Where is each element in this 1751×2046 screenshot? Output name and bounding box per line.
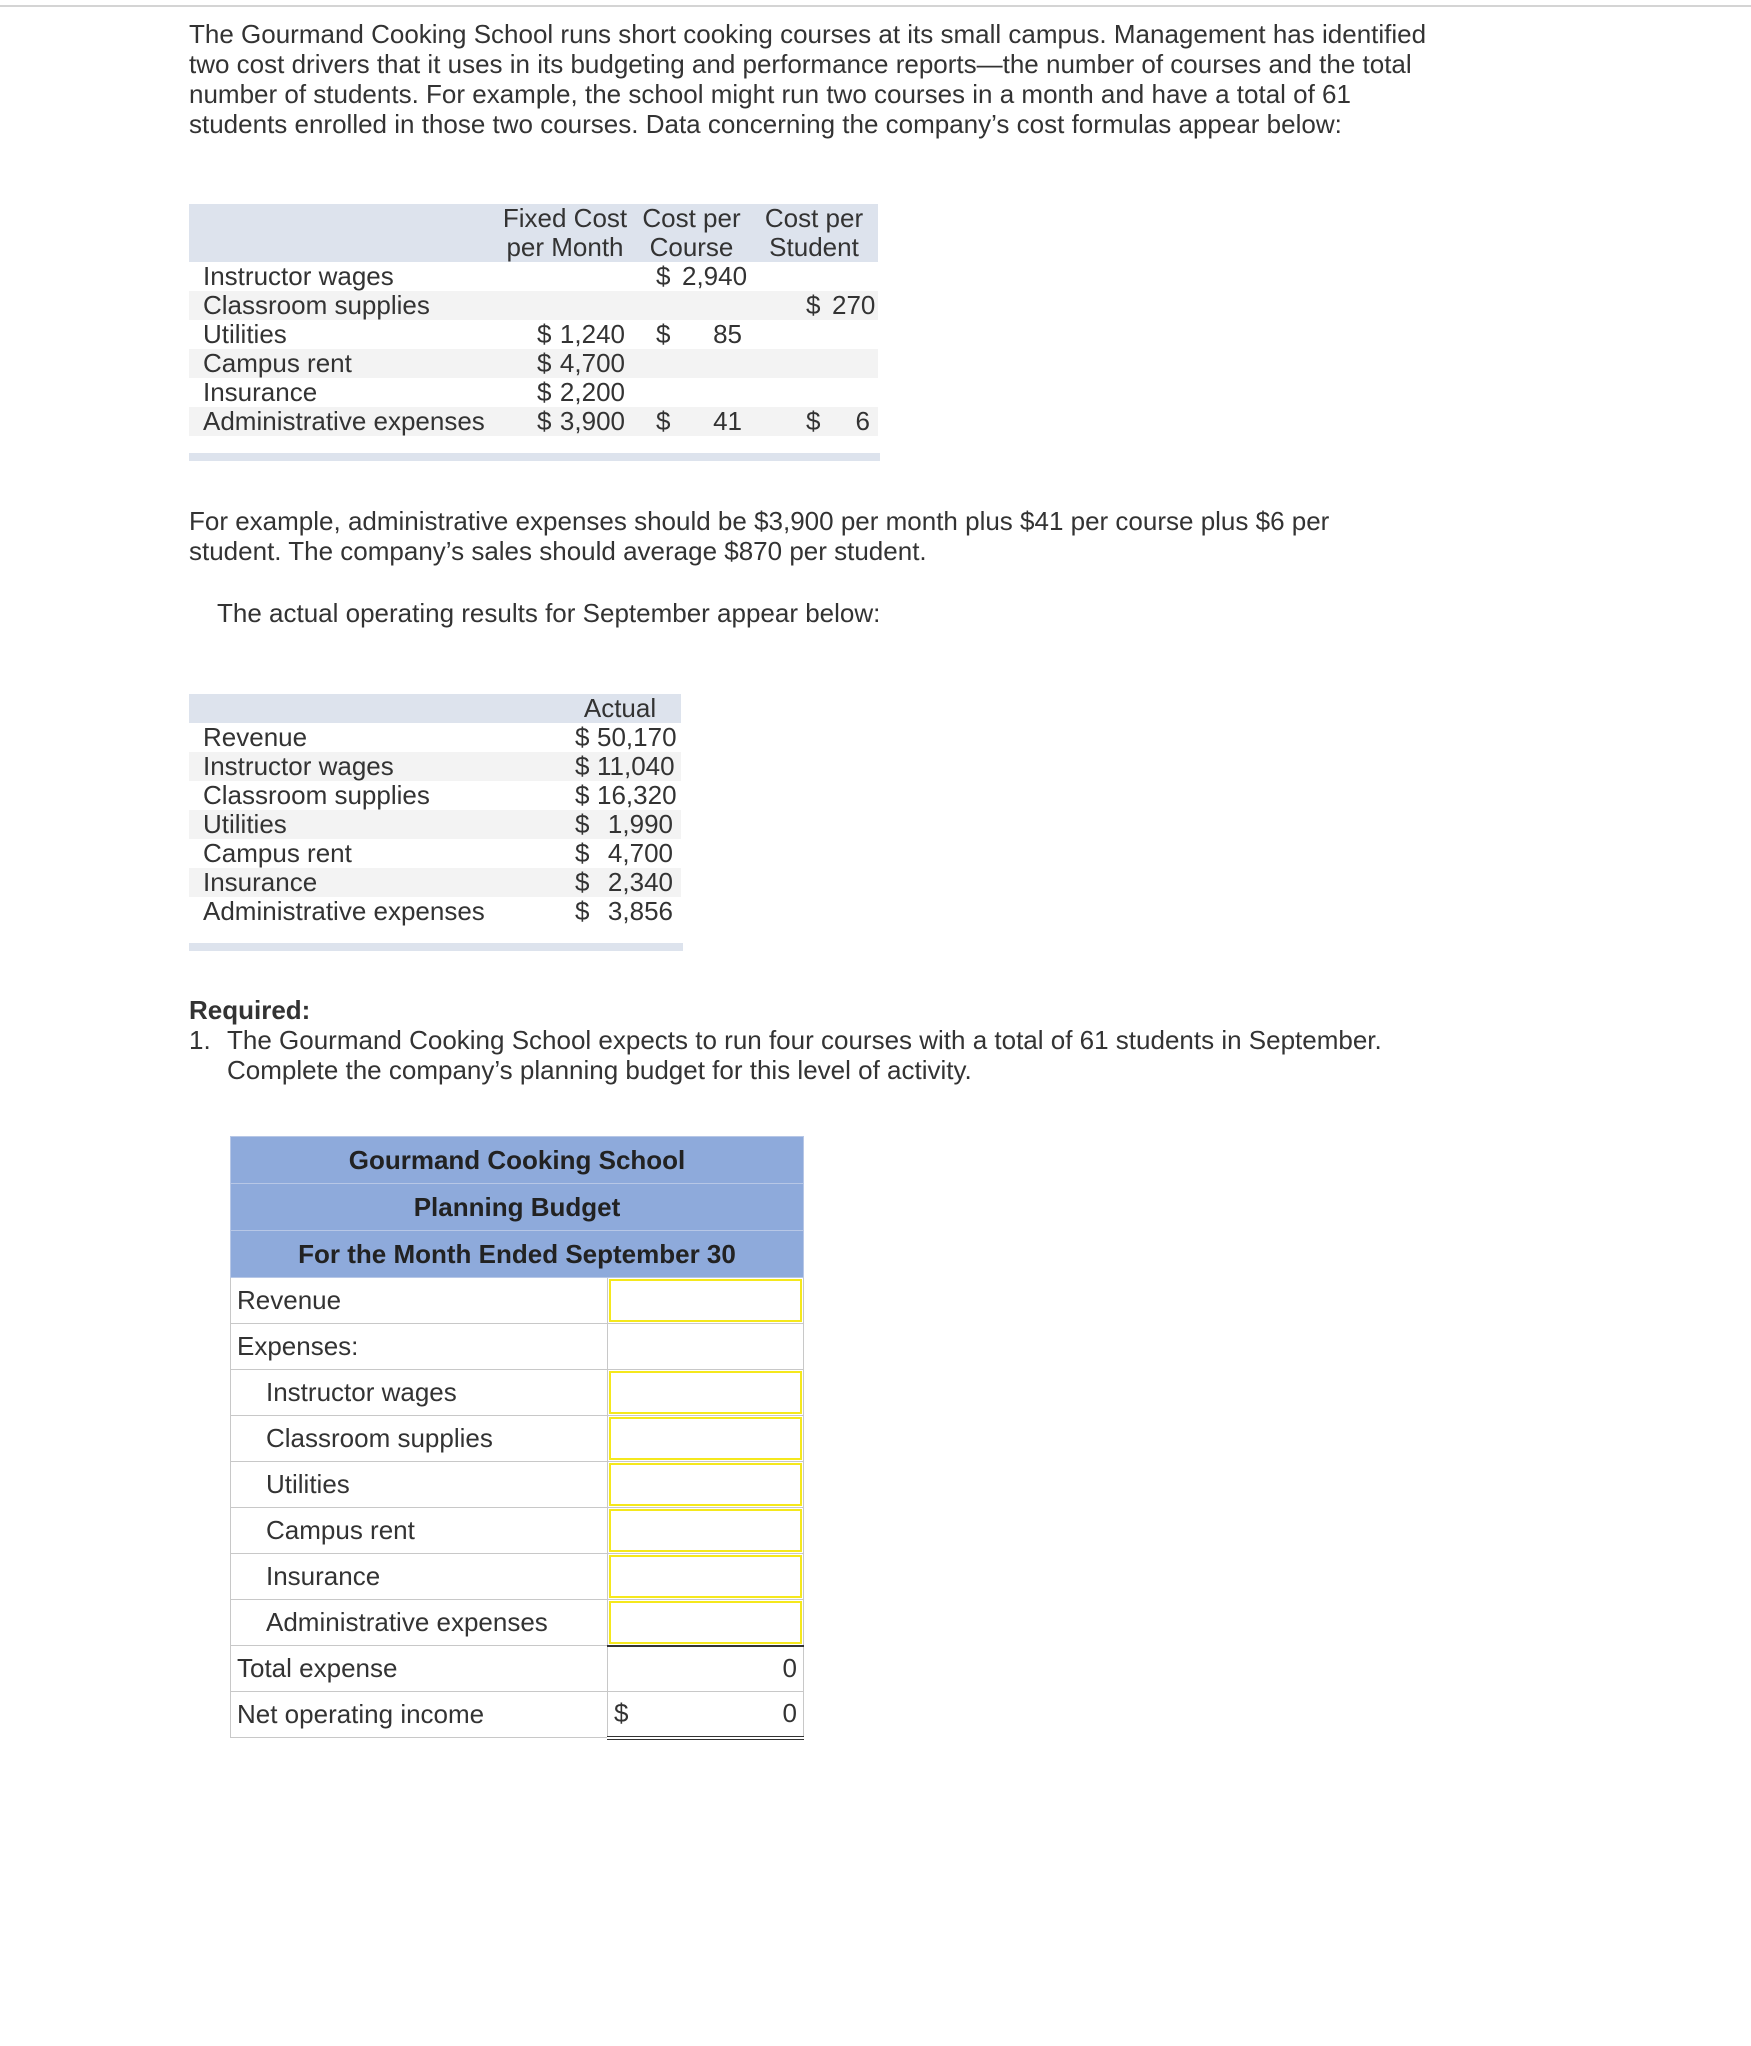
header-student-line1: Cost per [764, 203, 864, 233]
actual-row [189, 752, 681, 781]
amount-value: 4,700 [607, 838, 673, 868]
amount-value: 6 [855, 406, 870, 436]
cost-row-fixed-cell [497, 291, 633, 320]
budget-row-classroom-supplies [231, 1416, 804, 1462]
amount-value: 41 [713, 406, 742, 436]
cost-row-student-cell [750, 407, 878, 436]
cost-row-fixed-cell [497, 262, 633, 291]
utilities-input[interactable] [609, 1463, 802, 1506]
header-fixed-cost [497, 204, 633, 262]
budget-expense-label: Instructor wages [231, 1370, 608, 1416]
header-course-line1: Cost per [642, 203, 741, 233]
cost-row [189, 320, 878, 349]
cost-row-student-cell [750, 349, 878, 378]
cost-row [189, 262, 878, 291]
budget-expense-label: Insurance [231, 1554, 608, 1600]
budget-row-administrative-expenses [231, 1600, 804, 1646]
budget-row-campus-rent [231, 1508, 804, 1554]
actual-results-table [189, 694, 681, 926]
cost-table-body [189, 262, 878, 436]
actual-results-intro: The actual operating results for September appear below: [217, 598, 881, 628]
cost-row-label: Administrative expenses [189, 407, 497, 436]
required-item-number: 1. [189, 1025, 211, 1055]
insurance-input[interactable] [609, 1555, 802, 1598]
actual-row [189, 723, 681, 752]
cost-row-label: Instructor wages [189, 262, 497, 291]
revenue-input[interactable] [609, 1279, 802, 1322]
required-title: Required: [189, 995, 311, 1025]
actual-row-value [559, 752, 681, 781]
budget-title-name: Planning Budget [231, 1184, 804, 1231]
budget-row-instructor-wages [231, 1370, 804, 1416]
currency-symbol: $ [656, 406, 671, 436]
amount-value: 270 [832, 290, 876, 320]
amount-value: 1,990 [607, 809, 673, 839]
currency-symbol: $ [537, 348, 552, 378]
budget-net-income-value: 0 [782, 1698, 797, 1729]
budget-expense-label: Utilities [231, 1462, 608, 1508]
header-course-line2: Course [649, 232, 734, 262]
cost-row [189, 378, 878, 407]
cost-row-course-cell [633, 349, 750, 378]
budget-net-income-cell [608, 1692, 804, 1738]
actual-row-value [559, 897, 681, 926]
budget-total-expense-label: Total expense [231, 1646, 608, 1692]
amount-value: 50,170 [597, 722, 677, 752]
currency-symbol: $ [537, 319, 552, 349]
cost-row-label: Insurance [189, 378, 497, 407]
cost-row-label: Campus rent [189, 349, 497, 378]
cost-row-course-cell [633, 378, 750, 407]
header-student-line2: Student [769, 232, 859, 262]
budget-title-school: Gourmand Cooking School [231, 1137, 804, 1184]
budget-expense-cell [608, 1554, 804, 1600]
currency-symbol: $ [656, 319, 671, 349]
cost-row-fixed-cell [497, 320, 633, 349]
budget-net-income-label: Net operating income [231, 1692, 608, 1738]
budget-expense-cell [608, 1416, 804, 1462]
cost-row-course-cell [633, 291, 750, 320]
budget-expense-label: Classroom supplies [231, 1416, 608, 1462]
planning-budget-table [230, 1136, 804, 1740]
currency-symbol: $ [806, 406, 821, 436]
actual-row [189, 897, 681, 926]
budget-expense-cell [608, 1600, 804, 1646]
actual-table-bottom-rule [189, 943, 683, 951]
actual-row [189, 810, 681, 839]
currency-symbol: $ [575, 867, 590, 897]
cost-row-label: Utilities [189, 320, 497, 349]
cost-formulas-table [189, 204, 878, 436]
budget-expense-label: Administrative expenses [231, 1600, 608, 1646]
actual-table-corner [189, 694, 559, 723]
classroom-supplies-input[interactable] [609, 1417, 802, 1460]
amount-value: 2,940 [682, 261, 748, 291]
budget-row-expenses-header [231, 1324, 804, 1370]
amount-value: 3,856 [607, 896, 673, 926]
actual-row-label: Insurance [189, 868, 559, 897]
cost-row-fixed-cell [497, 349, 633, 378]
amount-value: 16,320 [597, 780, 677, 810]
cost-row-student-cell [750, 378, 878, 407]
actual-row-label: Administrative expenses [189, 897, 559, 926]
actual-row [189, 839, 681, 868]
instructor-wages-input[interactable] [609, 1371, 802, 1414]
budget-row-insurance [231, 1554, 804, 1600]
cost-row-student-cell [750, 291, 878, 320]
cost-row-student-cell [750, 262, 878, 291]
header-actual: Actual [559, 694, 681, 723]
actual-row-value [559, 839, 681, 868]
actual-row-label: Instructor wages [189, 752, 559, 781]
currency-symbol: $ [575, 838, 590, 868]
cost-row-label: Classroom supplies [189, 291, 497, 320]
budget-revenue-cell [608, 1278, 804, 1324]
top-divider [0, 5, 1751, 7]
budget-net-income-symbol: $ [614, 1698, 629, 1729]
currency-symbol: $ [806, 290, 821, 320]
amount-value: 2,200 [559, 377, 625, 407]
currency-symbol: $ [537, 377, 552, 407]
currency-symbol: $ [656, 261, 671, 291]
budget-expense-cell [608, 1370, 804, 1416]
required-item-1 [189, 1025, 1429, 1085]
actual-table-body [189, 723, 681, 926]
actual-row-label: Campus rent [189, 839, 559, 868]
cost-table-bottom-rule [189, 453, 880, 461]
amount-value: 1,240 [559, 319, 625, 349]
actual-row-label: Utilities [189, 810, 559, 839]
currency-symbol: $ [575, 809, 590, 839]
budget-expenses-blank [608, 1324, 804, 1370]
header-fixed-line1: Fixed Cost [502, 203, 628, 233]
amount-value: 4,700 [559, 348, 625, 378]
budget-total-expense-value: 0 [608, 1646, 804, 1692]
cost-row-student-cell [750, 320, 878, 349]
budget-row-total-expense [231, 1646, 804, 1692]
actual-row-value [559, 723, 681, 752]
budget-row-net-operating-income [231, 1692, 804, 1738]
budget-expense-label: Campus rent [231, 1508, 608, 1554]
currency-symbol: $ [575, 722, 590, 752]
actual-row [189, 868, 681, 897]
cost-table-corner [189, 204, 497, 262]
actual-row-value [559, 810, 681, 839]
header-fixed-line2: per Month [506, 232, 624, 262]
amount-value: 11,040 [597, 751, 675, 781]
cost-row-course-cell [633, 262, 750, 291]
currency-symbol: $ [575, 780, 590, 810]
currency-symbol: $ [537, 406, 552, 436]
cost-row [189, 407, 878, 436]
example-paragraph: For example, administrative expenses should be $3,900 per month plus $41 per course plus $6 per student. The company’s sales should average $870 per student. [189, 506, 1330, 566]
header-cost-per-course [633, 204, 750, 262]
currency-symbol: $ [575, 896, 590, 926]
cost-row [189, 349, 878, 378]
actual-row-value [559, 781, 681, 810]
budget-title-period: For the Month Ended September 30 [231, 1231, 804, 1278]
cost-row-fixed-cell [497, 407, 633, 436]
amount-value: 3,900 [559, 406, 625, 436]
actual-row-label: Revenue [189, 723, 559, 752]
currency-symbol: $ [575, 751, 590, 781]
budget-expense-cell [608, 1508, 804, 1554]
budget-revenue-label: Revenue [231, 1278, 608, 1324]
intro-paragraph: The Gourmand Cooking School runs short cooking courses at its small campus. Management has identified two cost drivers that it uses in its budgeting and performance reports—the number of courses and the total number of students. For example, the school might run two courses in a month and have a total of 61 students enrolled in those two courses. Data concerning the company’s cost formulas appear below: [189, 19, 1427, 139]
required-section [189, 995, 1429, 1085]
amount-value: 2,340 [607, 867, 673, 897]
campus-rent-input[interactable] [609, 1509, 802, 1552]
administrative-expenses-input[interactable] [609, 1601, 802, 1644]
actual-row [189, 781, 681, 810]
cost-row-course-cell [633, 320, 750, 349]
budget-row-utilities [231, 1462, 804, 1508]
amount-value: 85 [713, 319, 742, 349]
cost-row [189, 291, 878, 320]
budget-row-revenue [231, 1278, 804, 1324]
actual-row-value [559, 868, 681, 897]
cost-row-fixed-cell [497, 378, 633, 407]
actual-row-label: Classroom supplies [189, 781, 559, 810]
budget-expenses-label: Expenses: [231, 1324, 608, 1370]
header-cost-per-student [750, 204, 878, 262]
required-item-text: The Gourmand Cooking School expects to run four courses with a total of 61 students in September. Complete the company’s planning budget for this level of activity. [227, 1025, 1382, 1085]
budget-expense-cell [608, 1462, 804, 1508]
cost-row-course-cell [633, 407, 750, 436]
